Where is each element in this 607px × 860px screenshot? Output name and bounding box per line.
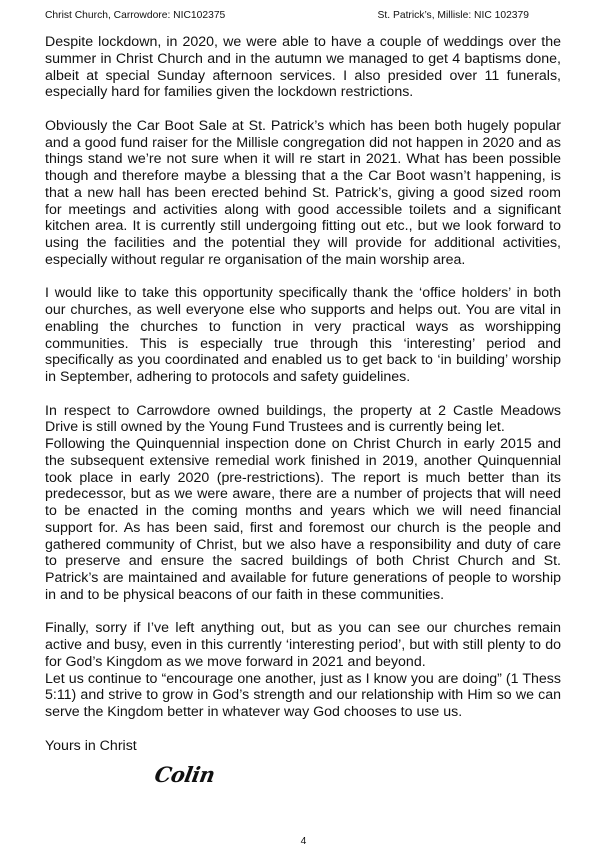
- header-charity-millisle: St. Patrick’s, Millisle: NIC 102379: [377, 10, 529, 21]
- signature: Colin: [152, 762, 217, 787]
- paragraph-car-boot-sale: Obviously the Car Boot Sale at St. Patrick’s which has been both hugely popular and a good fund raiser for the Millisle congregation did not happen in 2020 and as things stand we’re not sure when it will re start in 2021. What has been possible though and therefore maybe a blessing that a the Car Boot wasn’t happening, is that a new hall has been erected behind St. Patrick’s, giving a good sized room for meetings and activities along with good accessible toilets and a significant kitchen area. It is currently still undergoing fitting out etc., but we look forward to using the facilities and the potential they will provide for additional activities, especially without regular re organisation of the main worship area.: [45, 117, 561, 268]
- closing-salutation: Yours in Christ: [45, 737, 137, 754]
- paragraph-quinquennial: Following the Quinquennial inspection done on Christ Church in early 2015 and the subsequent extensive remedial work finished in 2019, another Quinquennial took place in early 2020 (pre-restrictions). The report is much better than its predecessor, but as we were aware, there are a number of projects that will need to be enacted in the coming months and years which we will need financial support for. As has been said, first and foremost our church is the people and gathered community of Christ, but we also have a responsibility and duty of care to preserve and ensure the sacred buildings of both Christ Church and St. Patrick’s are maintained and available for future generations of people to worship in and to be physical beacons of our faith in these communities.: [45, 436, 561, 603]
- letter-body: [45, 34, 561, 771]
- paragraph-carrowdore-buildings: In respect to Carrowdore owned buildings, the property at 2 Castle Meadows Drive is still owned by the Young Fund Trustees and is currently being let.: [45, 402, 561, 436]
- page-number: 4: [300, 836, 307, 847]
- paragraph-thanks-office-holders: I would like to take this opportunity specifically thank the ‘office holders’ in both our churches, as well everyone else who supports and helps out. You are vital in enabling the churches to function in very practical ways as worshipping communities. This is especially true through this ‘interesting’ period and specifically as you coordinated and enabled us to get back to ‘in building’ worship in September, adhering to protocols and safety guidelines.: [45, 285, 561, 385]
- paragraph-finally: Finally, sorry if I’ve left anything out, but as you can see our churches remain active and busy, even in this currently ‘interesting period’, but with still plenty to do for God’s Kingdom as we move forward in 2021 and beyond.: [45, 620, 561, 670]
- paragraph-weddings-baptisms: Despite lockdown, in 2020, we were able to have a couple of weddings over the summer in Christ Church and in the autumn we managed to get 4 baptisms done, albeit at special Sunday afternoon services. I also presided over 11 funerals, especially hard for families given the lockdown restrictions.: [45, 34, 561, 101]
- paragraph-encourage: Let us continue to “encourage one another, just as I know you are doing” (1 Thess 5:11) and strive to grow in God’s strength and our relationship with Him so we can serve the Kingdom better in whatever way God chooses to use us.: [45, 670, 561, 720]
- page-header: [45, 10, 562, 24]
- header-charity-carrowdore: Christ Church, Carrowdore: NIC102375: [45, 10, 226, 21]
